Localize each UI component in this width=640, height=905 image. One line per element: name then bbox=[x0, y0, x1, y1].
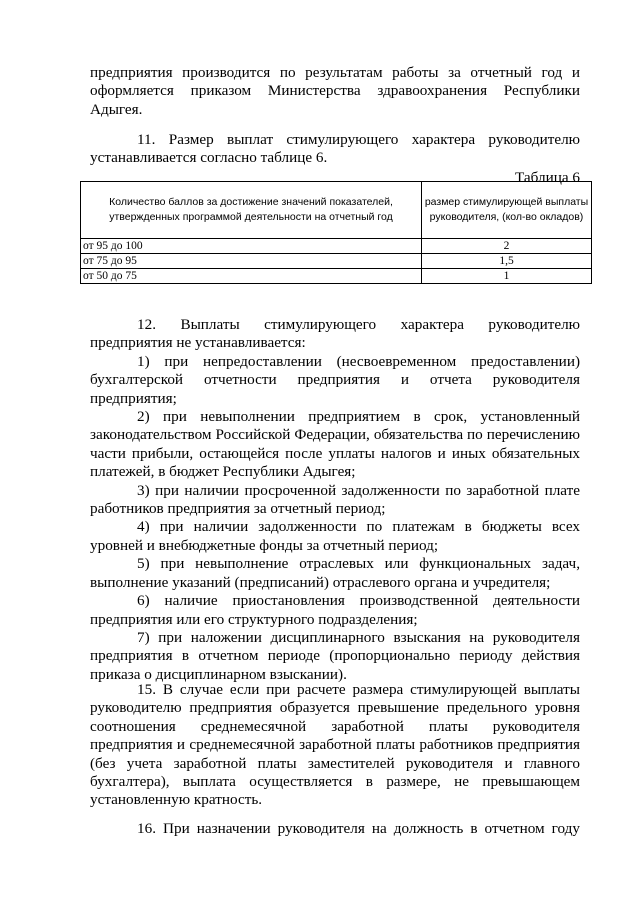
paragraph-15: 15. В случае если при расчете размера стимулирующей выплаты руководителю предприятия образуется превышение предельного уровня соотношения среднемесячной заработной платы руководителя предприятия и среднемесячной заработной платы работников предприятия (без учета заработной платы заместителей руководителя и главного бухгалтера), выплата осуществляется в размере, не превышающем установленную кратность. bbox=[90, 681, 580, 809]
row-range: от 50 до 75 bbox=[81, 269, 422, 284]
list-item: 2) при невыполнении предприятием в срок, установленный законодательством Российской Федерации, обязательства по перечислению части прибыли, остающейся после уплаты налогов и иных обязательных платежей, в бюджет Республики Адыгея; bbox=[90, 408, 580, 481]
table-6 bbox=[80, 181, 592, 284]
paragraph-11: 11. Размер выплат стимулирующего характера руководителю устанавливается согласно таблице 6. bbox=[90, 131, 580, 167]
paragraph-16: 16. При назначении руководителя на должность в отчетном году bbox=[137, 820, 580, 837]
list-item: 6) наличие приостановления производственной деятельности предприятия или его структурного подразделения; bbox=[90, 592, 580, 628]
list-item: 5) при невыполнение отраслевых или функциональных задач, выполнение указаний (предписаний) отраслевого органа и учредителя; bbox=[90, 555, 580, 591]
table-row bbox=[81, 269, 592, 284]
row-value: 2 bbox=[422, 239, 592, 254]
intro-paragraph: предприятия производится по результатам работы за отчетный год и оформляется приказом Министерства здравоохранения Республики Адыгея. bbox=[90, 64, 580, 118]
header-points: Количество баллов за достижение значений показателей, утвержденных программой деятельности на отчетный год bbox=[81, 182, 422, 239]
row-value: 1 bbox=[422, 269, 592, 284]
list-item: 4) при наличии задолженности по платежам в бюджеты всех уровней и внебюджетные фонды за отчетный период; bbox=[90, 518, 580, 554]
list-item: 7) при наложении дисциплинарного взыскания на руководителя предприятия в отчетном периоде (пропорционально периоду действия приказа о дисциплинарном взыскании). bbox=[90, 628, 580, 683]
row-value: 1,5 bbox=[422, 254, 592, 269]
table-row bbox=[81, 239, 592, 254]
table-row bbox=[81, 254, 592, 269]
row-range: от 75 до 95 bbox=[81, 254, 422, 269]
row-range: от 95 до 100 bbox=[81, 239, 422, 254]
table-header-row bbox=[81, 182, 592, 239]
list-item: 1) при непредоставлении (несвоевременном предоставлении) бухгалтерской отчетности предприятия и отчета руководителя предприятия; bbox=[90, 352, 580, 407]
table-caption: Таблица 6 bbox=[515, 169, 580, 186]
paragraph-12 bbox=[90, 316, 580, 684]
header-payment-size: размер стимулирующей выплаты руководителя, (кол-во окладов) bbox=[422, 182, 592, 239]
list-item: 3) при наличии просроченной задолженности по заработной плате работников предприятия за отчетный период; bbox=[90, 481, 580, 518]
paragraph-12-lead: 12. Выплаты стимулирующего характера руководителю предприятия не устанавливается: bbox=[90, 316, 580, 352]
